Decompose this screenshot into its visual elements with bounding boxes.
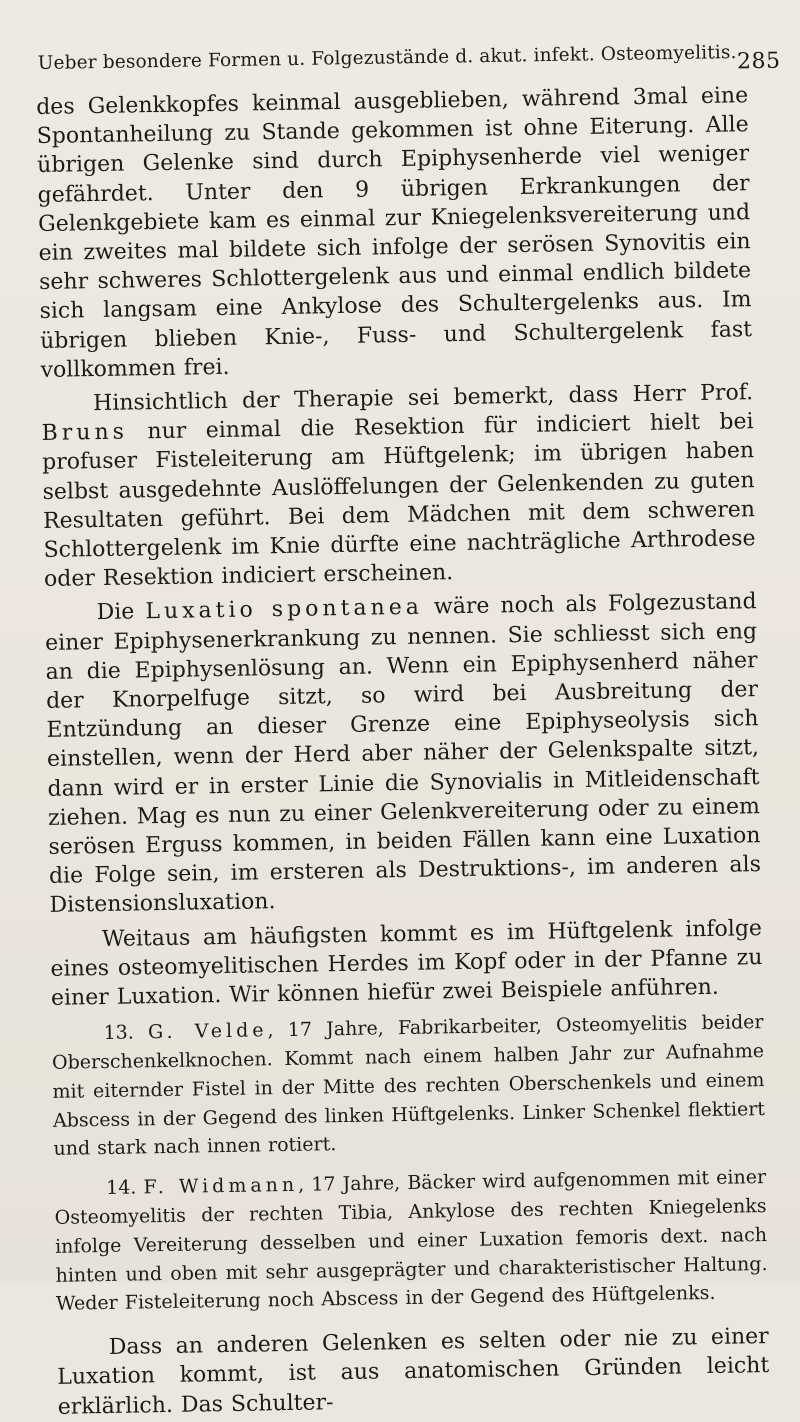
case-14-number: 14. xyxy=(105,1176,137,1200)
page-header xyxy=(37,34,781,75)
case-13-number: 13. xyxy=(103,1021,134,1045)
final-paragraph: Dass an anderen Gelenken es selten oder nie zu einer Luxation kommt, ist aus anatomischen Gründen leicht erklärlich. Das Schulter- xyxy=(57,1324,770,1420)
page-number: 285 xyxy=(736,48,781,75)
body-text xyxy=(36,81,770,1421)
case-13 xyxy=(51,1008,765,1164)
case-13-text: , 17 Jahre, Fabrikarbeiter, Osteomyelitis beider Oberschenkelknochen. Kommt nach einem halben Jahr zur Aufnahme mit eiternder Fistel in der Mitte des rechten Oberschenkels und einem Abscess in der Gegend des linken Hüftgelenks. Linker Schenkel flektiert und stark nach innen rotiert. xyxy=(51,1011,766,1161)
paragraph-2-end: nur einmal die Resektion für indiciert hielt bei profuser Fisteleiterung am Hüftgelenk; im übrigen haben selbst ausgedehnte Auslöffelungen der Gelenkenden zu guten Resultaten geführt. Bei dem Mädchen mit dem schweren Schlottergelenk im Knie dürfte eine nachträgliche Arthrodese oder Resektion indiciert erscheinen. xyxy=(41,409,756,593)
case-14-text: , 17 Jahre, Bäcker wird aufgenommen mit einer Osteomyelitis der rechten Tibia, Ankylose des rechten Kniegelenks infolge Vereiterung desselben und einer Luxation femoris dext. nach hinten und oben mit sehr ausgeprägter und charakteristischer Haltung. Weder Fisteleiterung noch Abscess in der Gegend des Hüftgelenks. xyxy=(54,1166,768,1316)
paragraph-3 xyxy=(44,588,761,921)
paragraph-1: des Gelenkkopfes keinmal ausgeblieben, während 3mal eine Spontanheilung zu Stande gekommen ist ohne Eiterung. Alle übrigen Gelenke sind durch Epiphysenherde viel weniger gefährdet. Unter den 9 übrigen Erkrankungen der Gelenkgebiete kam es einmal zur Kniegelenksvereiterung und ein zweites mal bildete sich infolge der serösen Synovitis ein sehr schweres Schlottergelenk aus und einmal endlich bildete sich langsam eine Ankylose des Schultergelenks aus. Im übrigen blieben Knie-, Fuss- und Schultergelenk fast vollkommen frei. xyxy=(36,83,753,383)
paragraph-3-end: wäre noch als Folgezustand einer Epiphysenerkrankung zu nennen. Sie schliesst sich eng an die Epiphysenlösung an. Wenn ein Epiphysenherd näher der Knorpelfuge sitzt, so wird bei Ausbreitung der Entzündung an dieser Grenze eine Epiphyseolysis sich einstellen, wenn der Herd aber näher der Gelenkspalte sitzt, dann wird er in erster Linie die Synovialis in Mitleidenschaft ziehen. Mag es nun zu einer Gelenkvereiterung oder zu einem serösen Erguss kommen, in beiden Fällen kann eine Luxation die Folge sein, im ersteren als Destruktions-, im anderen als Distensionsluxation. xyxy=(44,589,762,919)
case-14 xyxy=(54,1163,768,1319)
paragraph-2-start: Hinsichtlich der Therapie sei bemerkt, dass Herr Prof. xyxy=(92,380,754,417)
running-head: Ueber besondere Formen u. Folgezustände d. akut. infekt. Osteomyelitis. xyxy=(37,42,737,74)
luxatio-term: Luxatio spontanea xyxy=(145,595,424,625)
case-13-name: G. Velde xyxy=(147,1019,268,1044)
paragraph-2 xyxy=(41,378,756,594)
author-name: Bruns xyxy=(41,419,129,447)
case-reports xyxy=(51,1008,768,1319)
case-14-name: F. Widmann xyxy=(143,1174,299,1199)
paragraph-3-start: Die xyxy=(96,599,146,626)
paragraph-4: Weitaus am häufigsten kommt es im Hüftgelenk infolge eines osteomyelitischen Herdes im Kopf oder in der Pfanne zu einer Luxation. Wir können hiefür zwei Beispiele anführen. xyxy=(50,915,763,1011)
